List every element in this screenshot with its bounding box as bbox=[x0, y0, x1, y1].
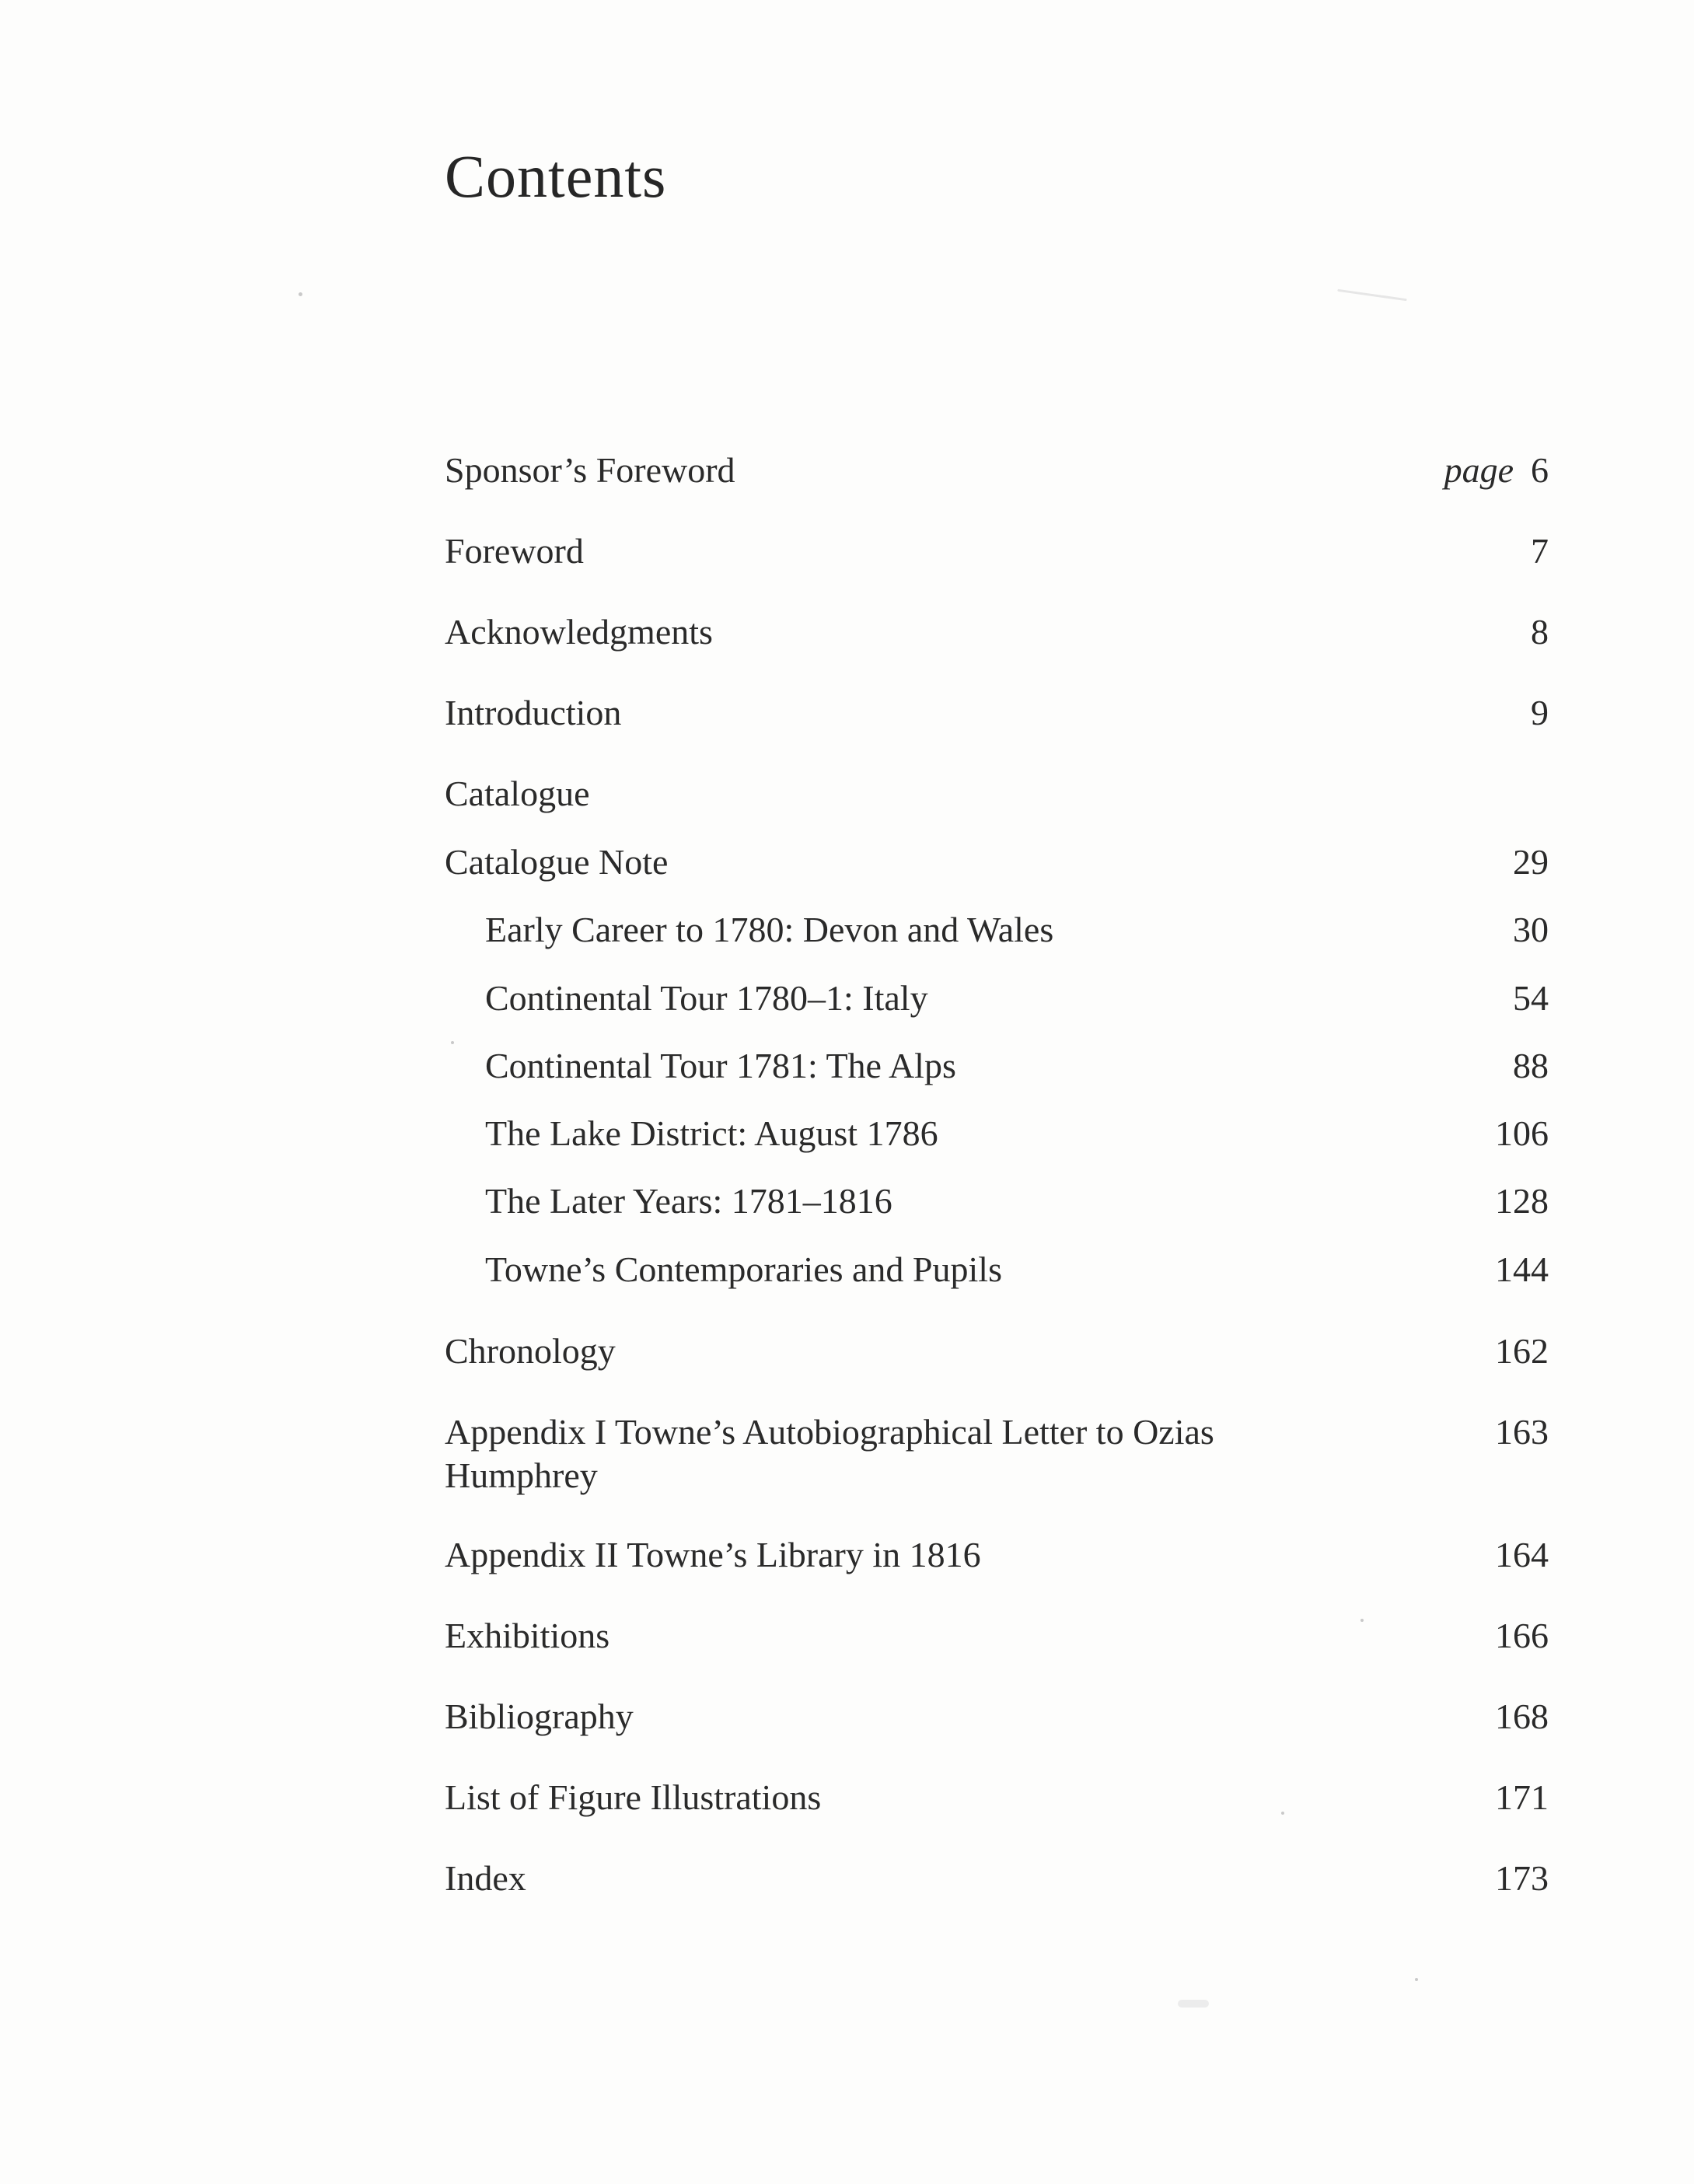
toc-entry-label: Bibliography bbox=[445, 1697, 634, 1736]
toc-entry-page-number: 29 bbox=[1513, 842, 1549, 882]
toc-entry-page-number: 30 bbox=[1513, 910, 1549, 949]
toc-entry-label: Introduction bbox=[445, 693, 622, 732]
toc-entry-page-number: 173 bbox=[1495, 1858, 1549, 1898]
toc-entry-label: Continental Tour 1780–1: Italy bbox=[485, 978, 928, 1018]
toc-entry-label: Catalogue Note bbox=[445, 842, 669, 882]
toc-entry-page-number: 168 bbox=[1495, 1697, 1549, 1736]
toc-entry-label: The Later Years: 1781–1816 bbox=[485, 1181, 892, 1221]
toc-entry-label: Chronology bbox=[445, 1331, 616, 1371]
toc-entry-label: Exhibitions bbox=[445, 1616, 610, 1655]
table-of-contents bbox=[445, 0, 1549, 2184]
page-title: Contents bbox=[445, 142, 667, 210]
page-word: page bbox=[1444, 450, 1514, 490]
toc-entry-page-number: 7 bbox=[1531, 531, 1549, 571]
toc-entry-label: Index bbox=[445, 1858, 526, 1898]
toc-entry-page-number: 106 bbox=[1495, 1113, 1549, 1153]
toc-entry-label: Early Career to 1780: Devon and Wales bbox=[485, 910, 1054, 949]
paper-speck bbox=[1415, 1978, 1418, 1981]
toc-entry-page-number: 163 bbox=[1495, 1412, 1549, 1452]
toc-entry-label: Towne’s Contemporaries and Pupils bbox=[485, 1249, 1002, 1289]
toc-entry-label: Appendix II Towne’s Library in 1816 bbox=[445, 1535, 981, 1574]
toc-entry-page-number: 9 bbox=[1531, 693, 1549, 732]
toc-entry-page-number: 88 bbox=[1513, 1046, 1549, 1085]
paper-speck bbox=[299, 292, 302, 296]
toc-entry-page-number: 166 bbox=[1495, 1616, 1549, 1655]
toc-entry-page-number: 144 bbox=[1495, 1249, 1549, 1289]
toc-entry-label: Continental Tour 1781: The Alps bbox=[485, 1046, 956, 1085]
toc-entry-page-number: 6 bbox=[1531, 450, 1549, 490]
toc-entry-page-number: 164 bbox=[1495, 1535, 1549, 1574]
paper-speck bbox=[451, 1041, 454, 1044]
toc-entry-page-number: 54 bbox=[1513, 978, 1549, 1018]
toc-entry-page-number: 162 bbox=[1495, 1331, 1549, 1371]
toc-entry-page-number: 8 bbox=[1531, 612, 1549, 652]
toc-entry-label: List of Figure Illustrations bbox=[445, 1777, 822, 1817]
toc-entry-label: The Lake District: August 1786 bbox=[485, 1113, 938, 1153]
toc-entry-page-number: 128 bbox=[1495, 1181, 1549, 1221]
toc-entry-label: Appendix I Towne’s Autobiographical Letter to Ozias Humphrey bbox=[445, 1412, 1214, 1495]
paper-smudge bbox=[1178, 2000, 1209, 2008]
toc-entry-label: Catalogue bbox=[445, 774, 590, 813]
paper-speck bbox=[1360, 1619, 1364, 1622]
toc-entry-page bbox=[1444, 449, 1549, 492]
toc-entry-label: Foreword bbox=[445, 531, 584, 571]
toc-entry-page-number: 171 bbox=[1495, 1777, 1549, 1817]
toc-entry-label: Acknowledgments bbox=[445, 612, 713, 652]
toc-entry-label: Sponsor’s Foreword bbox=[445, 450, 735, 490]
paper-speck bbox=[1281, 1812, 1284, 1815]
